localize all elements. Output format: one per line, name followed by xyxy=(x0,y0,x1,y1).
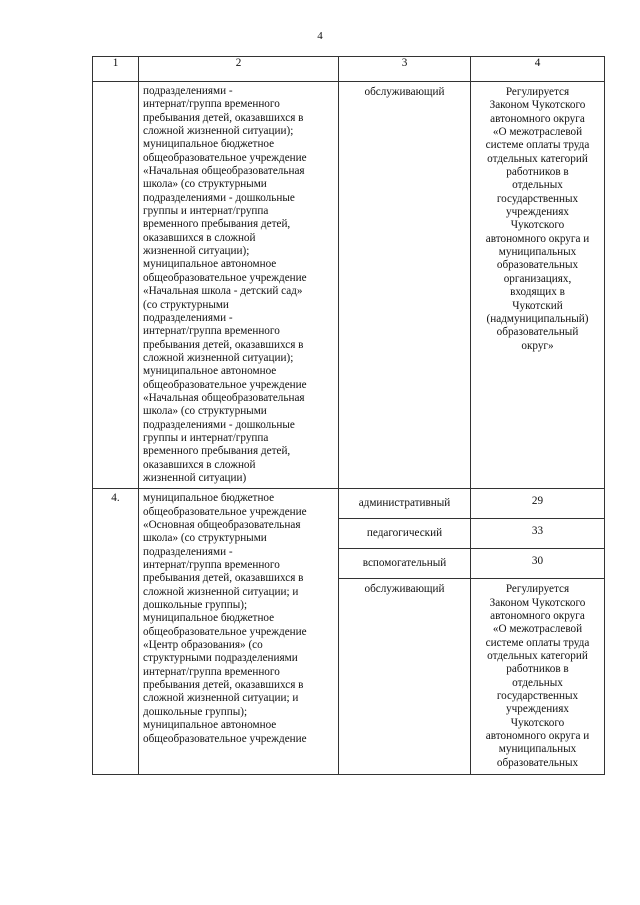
row-number: 4. xyxy=(93,489,139,775)
row-number xyxy=(93,82,139,489)
text-line: системе оплаты труда xyxy=(485,636,590,649)
table-header-row xyxy=(93,57,605,82)
text-line: муниципальных xyxy=(498,246,577,259)
staff-category: вспомогательный xyxy=(339,549,471,579)
text-line: интернат/группа временного xyxy=(143,559,280,572)
text-line: сложной жизненной ситуации); xyxy=(143,125,294,138)
text-line: автономного округа и xyxy=(485,232,590,245)
text-line: жизненной ситуации) xyxy=(143,471,247,484)
text-line: подразделениями - дошкольные xyxy=(143,418,295,431)
text-line: муниципальное автономное xyxy=(143,258,277,271)
text-line: учреждениях xyxy=(506,206,569,219)
text-line: сложной жизненной ситуации); xyxy=(143,351,294,364)
text-line: Регулируется xyxy=(505,86,570,98)
text-line: муниципальное бюджетное xyxy=(143,612,275,625)
text-line: пребывания детей, оказавшихся в xyxy=(143,572,304,585)
staff-ratio-table xyxy=(92,56,605,775)
text-line: дошкольные группы); xyxy=(143,599,248,612)
text-line: школа» (со структурными xyxy=(143,405,267,418)
text-line: общеобразовательное учреждение xyxy=(143,271,307,284)
text-line: оказавшихся в сложной xyxy=(143,231,256,244)
text-line: интернат/группа временного xyxy=(143,98,280,111)
text-line: интернат/группа временного xyxy=(143,665,280,678)
text-line: государственных xyxy=(496,690,579,703)
text-line: отдельных xyxy=(512,676,563,689)
header-cell: 1 xyxy=(93,57,139,82)
text-line: пребывания детей, оказавшихся в xyxy=(143,111,304,124)
text-line: «Начальная школа - детский сад» xyxy=(143,285,303,298)
staff-category: административный xyxy=(339,489,471,519)
text-line: муниципальное автономное xyxy=(143,719,277,732)
text-line: автономного округа xyxy=(490,610,585,622)
text-line: (надмуниципальный) xyxy=(486,312,589,325)
text-line: учреждениях xyxy=(506,703,569,716)
text-line: муниципальных xyxy=(498,743,577,756)
text-line: пребывания детей, оказавшихся в xyxy=(143,679,304,692)
text-line: Законом Чукотского xyxy=(489,99,586,112)
text-line: «О межотраслевой xyxy=(492,623,583,636)
text-line: муниципальное бюджетное xyxy=(143,492,275,505)
staff-category: педагогический xyxy=(339,519,471,549)
text-line: «Основная общеобразовательная xyxy=(143,519,301,531)
text-line: автономного округа xyxy=(490,112,585,125)
text-line: организациях, xyxy=(503,272,572,285)
institution-list xyxy=(139,82,339,489)
text-line: Законом Чукотского xyxy=(489,596,586,609)
text-line: работников в xyxy=(506,663,569,676)
text-line: оказавшихся в сложной xyxy=(143,458,256,471)
text-line: подразделениями - xyxy=(143,85,233,97)
regulation-note xyxy=(471,579,605,775)
text-line: структурными подразделениями xyxy=(143,652,298,665)
staff-value: 29 xyxy=(471,489,605,519)
text-line: общеобразовательное учреждение xyxy=(143,378,307,391)
text-line: дошкольные группы); xyxy=(143,705,248,718)
text-line: образовательный xyxy=(496,326,579,339)
text-line: жизненной ситуации); xyxy=(143,245,250,258)
text-line: государственных xyxy=(496,192,579,205)
text-line: школа» (со структурными xyxy=(143,178,267,191)
staff-category: обслуживающий xyxy=(339,579,471,775)
header-cell: 3 xyxy=(339,57,471,82)
text-line: сложной жизненной ситуации; и xyxy=(143,692,299,705)
text-line: «О межотраслевой xyxy=(492,126,583,139)
text-line: входящих в xyxy=(510,286,565,299)
text-line: отдельных категорий xyxy=(487,152,588,165)
text-line: округ» xyxy=(521,339,554,352)
text-line: отдельных категорий xyxy=(487,650,588,663)
header-cell: 2 xyxy=(139,57,339,82)
text-line: работников в xyxy=(506,166,569,179)
text-line: интернат/группа временного xyxy=(143,325,280,338)
regulation-note xyxy=(471,82,605,489)
staff-category: обслуживающий xyxy=(339,82,471,489)
header-cell: 4 xyxy=(471,57,605,82)
text-line: общеобразовательное учреждение xyxy=(143,732,307,745)
staff-value: 30 xyxy=(471,549,605,579)
text-line: Чукотского xyxy=(510,716,565,729)
text-line: муниципальное бюджетное xyxy=(143,138,275,151)
text-line: «Центр образования» (со xyxy=(143,639,263,652)
text-line: (со структурными xyxy=(143,298,229,311)
institution-list xyxy=(139,489,339,775)
text-line: пребывания детей, оказавшихся в xyxy=(143,338,304,351)
text-line: автономного округа и xyxy=(485,730,590,743)
text-line: Чукотский xyxy=(512,299,563,312)
text-line: временного пребывания детей, xyxy=(143,218,291,231)
text-line: «Начальная общеобразовательная xyxy=(143,391,305,404)
text-line: общеобразовательное учреждение xyxy=(143,625,307,638)
staff-value: 33 xyxy=(471,519,605,549)
text-line: подразделениями - xyxy=(143,545,233,558)
text-line: сложной жизненной ситуации; и xyxy=(143,585,299,598)
text-line: школа» (со структурными xyxy=(143,532,267,545)
text-line: подразделениями - дошкольные xyxy=(143,191,295,204)
text-line: муниципальное автономное xyxy=(143,365,277,378)
page-number: 4 xyxy=(317,30,323,42)
text-line: Чукотского xyxy=(510,219,565,232)
table-row xyxy=(93,489,605,519)
text-line: общеобразовательное учреждение xyxy=(143,151,307,164)
text-line: «Начальная общеобразовательная xyxy=(143,165,305,178)
table-row-continued xyxy=(93,82,605,489)
text-line: группы и интернат/группа xyxy=(143,431,269,444)
text-line: отдельных xyxy=(512,179,563,192)
text-line: образовательных xyxy=(496,756,579,769)
text-line: системе оплаты труда xyxy=(485,139,590,152)
text-line: Регулируется xyxy=(505,583,570,596)
text-line: общеобразовательное учреждение xyxy=(143,505,307,518)
text-line: подразделениями - xyxy=(143,311,233,324)
text-line: образовательных xyxy=(496,259,579,272)
text-line: группы и интернат/группа xyxy=(143,205,269,218)
text-line: временного пребывания детей, xyxy=(143,445,291,458)
